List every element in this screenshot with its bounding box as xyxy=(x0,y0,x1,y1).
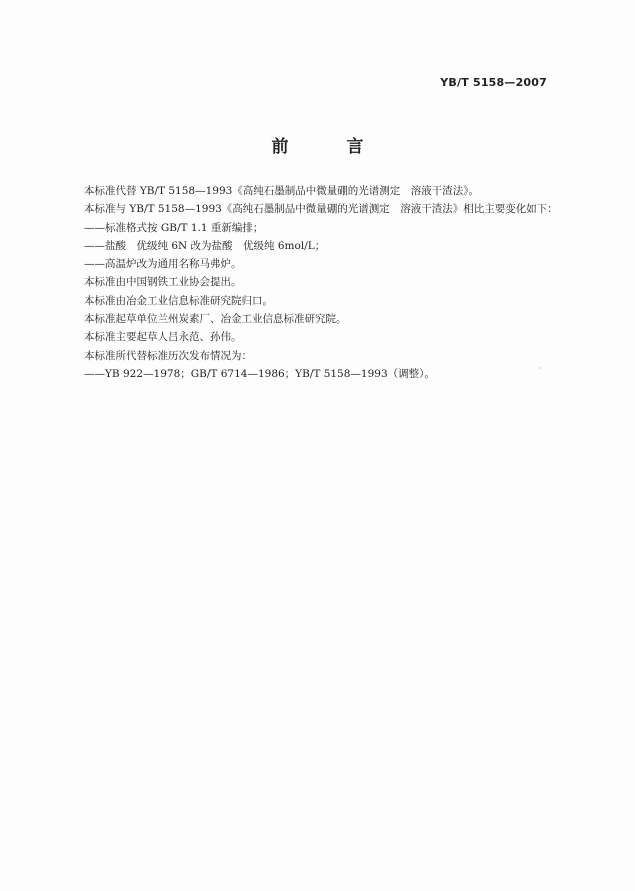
paragraph-history-intro: 本标准所代替标准历次发布情况为： xyxy=(84,349,252,362)
page-title: 前 言 xyxy=(271,137,390,157)
paragraph-centralized-by: 本标准由冶金工业信息标准研究院归口。 xyxy=(84,294,273,307)
paragraph-drafting-units: 本标准起草单位兰州炭素厂、冶金工业信息标准研究院。 xyxy=(84,313,347,326)
paragraph-changes-intro: 本标准与 YB/T 5158—1993《高纯石墨制品中微量硼的光谱测定 溶液干渣法》相比主要变化如下： xyxy=(84,203,558,216)
paragraph-proposed-by: 本标准由中国钢铁工业协会提出。 xyxy=(84,276,242,289)
standard-code: YB/T 5158—2007 xyxy=(440,76,547,89)
change-item-format: ——标准格式按 GB/T 1.1 重新编排； xyxy=(84,221,264,234)
paragraph-drafters: 本标准主要起草人吕永范、孙伟。 xyxy=(84,331,242,344)
scan-artifact xyxy=(540,367,541,369)
paragraph-replaces: 本标准代替 YB/T 5158—1993《高纯石墨制品中微量硼的光谱测定 溶液干渣法》。 xyxy=(84,185,480,197)
history-item: ——YB 922—1978；GB/T 6714—1986；YB/T 5158—1993（调整）。 xyxy=(84,367,435,380)
change-item-furnace: ——高温炉改为通用名称马弗炉。 xyxy=(84,258,242,271)
change-item-acid: ——盐酸 优级纯 6N 改为盐酸 优级纯 6mol/L； xyxy=(84,239,326,252)
foreword-body xyxy=(84,182,564,383)
